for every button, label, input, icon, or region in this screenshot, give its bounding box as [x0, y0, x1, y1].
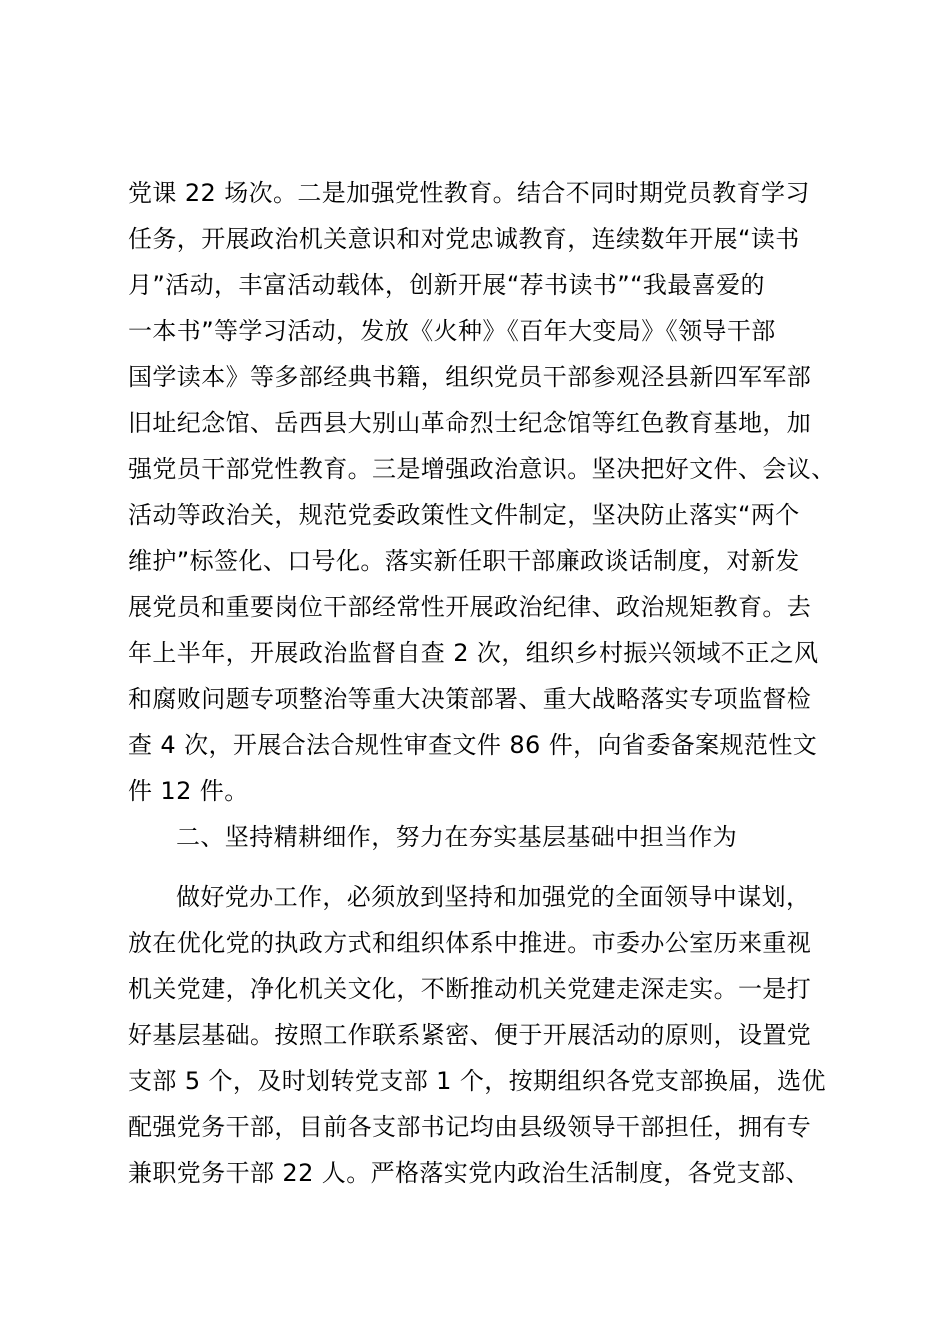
text-line: 年上半年，开展政治监督自查 2 次，组织乡村振兴领域不正之风: [128, 639, 819, 667]
text-line: 活动等政治关，规范党委政策性文件制定，坚决防止落实“两个: [128, 501, 800, 529]
text-line: 维护”标签化、口号化。落实新任职干部廉政谈话制度，对新发: [128, 547, 800, 575]
text-line: 支部 5 个，及时划转党支部 1 个，按期组织各党支部换届，选优: [128, 1067, 826, 1095]
text-line: 机关党建，净化机关文化，不断推动机关党建走深走实。一是打: [128, 975, 812, 1003]
text-line: 旧址纪念馆、岳西县大别山革命烈士纪念馆等红色教育基地，加: [128, 409, 812, 437]
text-line: 国学读本》等多部经典书籍，组织党员干部参观泾县新四军军部: [128, 363, 812, 391]
text-line: 任务，开展政治机关意识和对党忠诚教育，连续数年开展“读书: [128, 225, 800, 253]
text-line: 兼职党务干部 22 人。严格落实党内政治生活制度，各党支部、: [128, 1159, 810, 1187]
paragraph-party-education: [128, 170, 840, 814]
text-line: 配强党务干部，目前各支部书记均由县级领导干部担任，拥有专: [128, 1113, 812, 1141]
text-line: 强党员干部党性教育。三是增强政治意识。坚决把好文件、会议、: [128, 455, 836, 483]
text-line: 查 4 次，开展合法合规性审查文件 86 件，向省委备案规范性文: [128, 731, 818, 759]
text-line: 做好党办工作，必须放到坚持和加强党的全面领导中谋划，: [176, 883, 811, 911]
text-line: 和腐败问题专项整治等重大决策部署、重大战略落实专项监督检: [128, 685, 812, 713]
text-line: 好基层基础。按照工作联系紧密、便于开展活动的原则，设置党: [128, 1021, 812, 1049]
section-heading: 二、坚持精耕细作，努力在夯实基层基础中担当作为: [176, 823, 738, 851]
text-line: 放在优化党的执政方式和组织体系中推进。市委办公室历来重视: [128, 929, 812, 957]
text-line: 一本书”等学习活动，发放《火种》《百年大变局》《领导干部: [128, 317, 776, 345]
text-line: 党课 22 场次。二是加强党性教育。结合不同时期党员教育学习: [128, 179, 810, 207]
text-line: 月”活动，丰富活动载体，创新开展“荐书读书”“我最喜爱的: [128, 271, 765, 299]
text-line: 件 12 件。: [128, 777, 249, 805]
paragraph-grassroots: [128, 874, 840, 1196]
text-line: 展党员和重要岗位干部经常性开展政治纪律、政治规矩教育。去: [128, 593, 812, 621]
